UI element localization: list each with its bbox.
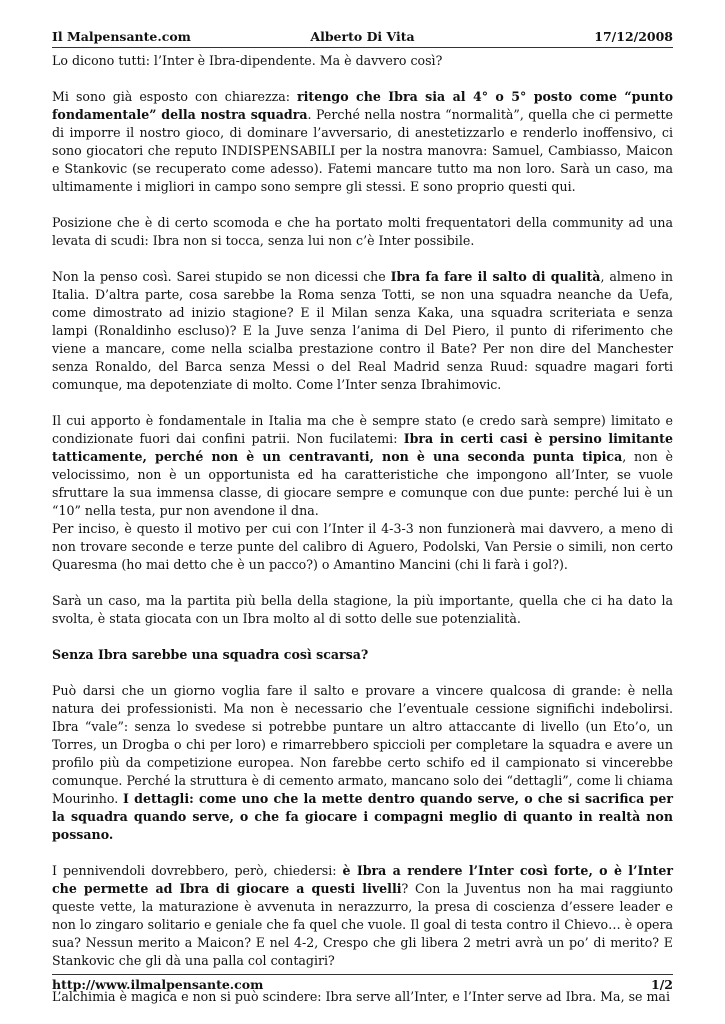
author-name: Alberto Di Vita — [310, 29, 415, 44]
paragraph: Lo dicono tutti: l’Inter è Ibra-dipendente. Ma è davvero così? — [52, 53, 443, 68]
paragraph: Per inciso, è questo il motivo per cui con l’Inter il 4-3-3 non funzionerà mai davvero, a meno di non trovare seconde e terze punte del calibro di Aguero, Podolski, Van Persie o simili, non certo Quaresma (ho mai detto che è un pacco?) o Amantino Mancini (chi li farà i gol?). — [52, 521, 673, 572]
emphasis: è Ibra a rendere l’Inter così forte, o è l’Inter che permette ad Ibra di giocare a questi livelli — [52, 863, 673, 896]
paragraph: Mi sono già esposto con chiarezza: ritengo che Ibra sia al 4° o 5° posto come “punto fondamentale” della nostra squadra. Perché nella nostra “normalità”, quella che ci permette di imporre il nostro gioco, di dominare l’avversario, di anestetizzarlo e renderlo inoffensivo, ci sono giocatori che reputo INDISPENSABILI per la nostra manovra: Samuel, Cambiasso, Maicon e Stankovic (se recuperato come adesso). Fatemi mancare tutto ma non loro. Sarà un caso, ma ultimamente i migliori in campo sono sempre gli stessi. E sono proprio questi qui. — [52, 89, 674, 194]
paragraph: Il cui apporto è fondamentale in Italia ma che è sempre stato (e credo sarà sempre) limitato e condizionate fuori dai confini patrii. Non fucilatemi: Ibra in certi casi è persino limitante tatticamente, perché non è un centravanti, non è una seconda punta tipica, non è velocissimo, non è un opportunista ed ha caratteristiche che impongono all’Inter, se vuole sfruttare la sua immensa classe, di giocare sempre e comunque con due punte: perché lui è un “10” nella testa, pur non avendone il dna. — [52, 413, 673, 518]
paragraph: I pennivendoli dovrebbero, però, chiedersi: è Ibra a rendere l’Inter così forte, o è l’Inter che permette ad Ibra di giocare a questi livelli? Con la Juventus non ha mai raggiunto queste vette, la maturazione è avvenuta in nerazzurro, la presa di coscienza d’essere leader e non lo zingaro solitario e geniale che fa quel che vuole. Il goal di testa contro il Chievo… è opera sua? Nessun merito a Maicon? E nel 4-2, Crespo che gli libera 2 metri avrà un po’ di merito? E Stankovic che gli dà una palla col contagiri? — [52, 863, 673, 968]
emphasis: ritengo che Ibra sia al 4° o 5° posto come “punto fondamentale” della nostra squadra — [52, 89, 674, 122]
emphasis: I dettagli: come uno che la mette dentro quando serve, o che si sacrifica per la squadra quando serve, o che fa giocare i compagni meglio di quanto in realtà non possano. — [52, 791, 673, 842]
emphasis: Ibra in certi casi è persino limitante tatticamente, perché non è un centravanti, non è una seconda punta tipica — [52, 431, 673, 464]
publish-date: 17/12/2008 — [594, 29, 673, 44]
section-heading: Senza Ibra sarebbe una squadra così scarsa? — [52, 647, 369, 662]
site-name: Il Malpensante.com — [52, 29, 191, 44]
paragraph: Non la penso così. Sarei stupido se non dicessi che Ibra fa fare il salto di qualità, almeno in Italia. D’altra parte, cosa sarebbe la Roma senza Totti, se non una squadra neanche da Uefa, come dimostrato ad inizio stagione? E il Milan senza Kaka, una squadra scriteriata e senza lampi (Ronaldinho escluso)? E la Juve senza l’anima di Del Piero, il punto di riferimento che viene a mancare, come nella scialba prestazione contro il Bate? Per non dire del Manchester senza Ronaldo, del Barca senza Messi o del Real Madrid senza Ruud: squadre magari forti comunque, ma depotenziate di molto. Come l’Inter senza Ibrahimovic. — [52, 269, 673, 392]
document-page — [52, 0, 673, 1024]
paragraph: Può darsi che un giorno voglia fare il salto e provare a vincere qualcosa di grande: è nella natura dei professionisti. Ma non è necessario che l’eventuale cessione significhi indebolirsi. Ibra “vale”: senza lo svedese si potrebbe puntare un altro attaccante di livello (un Eto’o, un Torres, un Drogba o chi per loro) e rimarrebbero spiccioli per completare la squadra e avere un profilo più da competizione europea. Non farebbe certo schifo ed il campionato si vincerebbe comunque. Perché la struttura è di cemento armato, mancano solo dei “dettagli”, come li chiama Mourinho. I dettagli: come uno che la mette dentro quando serve, o che si sacrifica per la squadra quando serve, o che fa giocare i compagni meglio di quanto in realtà non possano. — [52, 683, 673, 842]
emphasis: Ibra fa fare il salto di qualità — [390, 269, 601, 284]
page-number: 1/2 — [651, 977, 673, 992]
page-footer — [52, 977, 673, 997]
article-body — [52, 52, 673, 1006]
footer-divider — [52, 974, 673, 975]
paragraph: Posizione che è di certo scomoda e che ha portato molti frequentatori della community ad una levata di scudi: Ibra non si tocca, senza lui non c’è Inter possibile. — [52, 215, 673, 248]
page-header — [52, 29, 673, 49]
paragraph: Sarà un caso, ma la partita più bella della stagione, la più importante, quella che ci ha dato la svolta, è stata giocata con un Ibra molto al di sotto delle sue potenzialità. — [52, 593, 673, 626]
paragraph: L’alchimia è magica e non si può scindere: Ibra serve all’Inter, e l’Inter serve ad Ibra. Ma, se mai — [52, 989, 670, 1004]
header-divider — [52, 47, 673, 48]
site-url: http://www.ilmalpensante.com — [52, 977, 264, 992]
